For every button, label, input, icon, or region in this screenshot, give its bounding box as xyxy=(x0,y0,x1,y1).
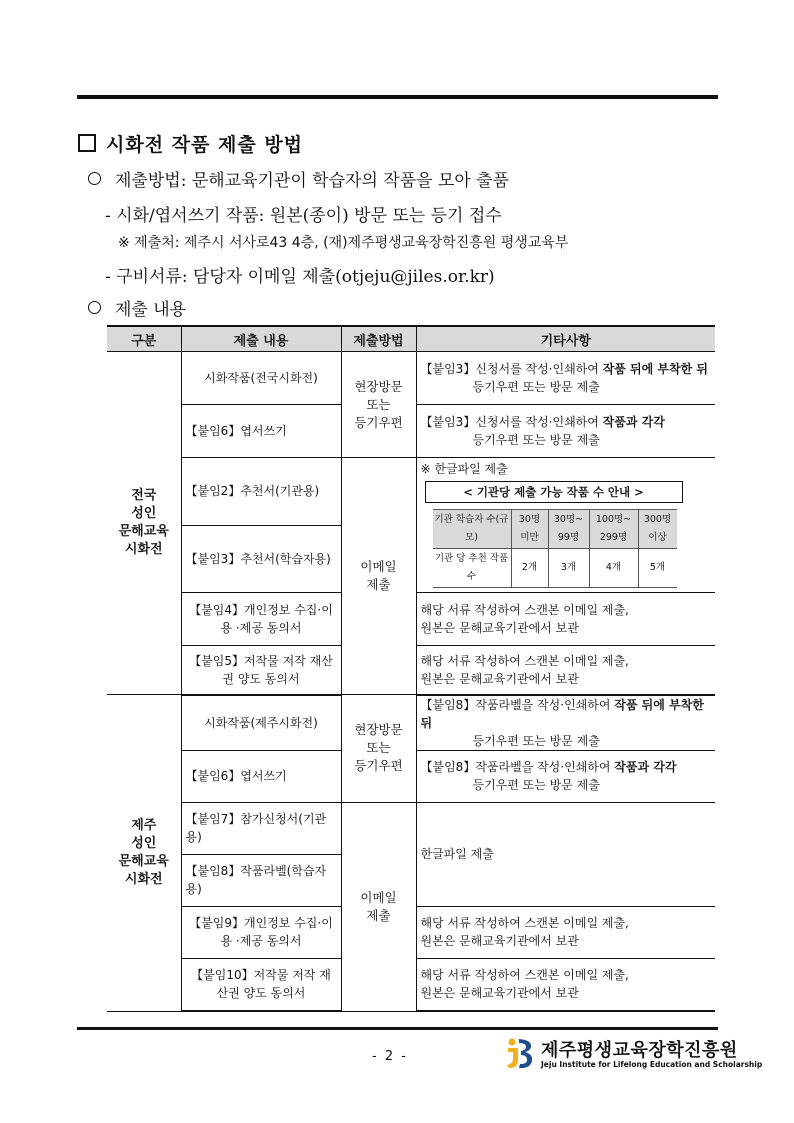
table-row xyxy=(107,802,715,854)
content-cell: 시화작품(전국시화전) xyxy=(181,352,341,405)
content-cell: 【붙임5】저작물 저작 재산권 양도 동의서 xyxy=(181,646,341,695)
note-cell: 【붙임3】신청서를 작성·인쇄하여 작품 뒤에 부착한 뒤 등기우편 또는 방문 제출 xyxy=(416,352,715,405)
hwp-note-cell: 한글파일 제출 xyxy=(416,802,715,906)
table-row xyxy=(107,458,715,526)
note-cell: 【붙임8】작품라벨을 작성·인쇄하여 작품과 각각 등기우편 또는 방문 제출 xyxy=(416,750,715,802)
table-header-row xyxy=(107,326,715,352)
note-cell: 해당 서류 작성하여 스캔본 이메일 제출, 원본은 문해교육기관에서 보관 xyxy=(416,906,715,958)
section-title: 시화전 작품 제출 방법 xyxy=(78,130,303,157)
address-line: ※ 제출처: 제주시 서사로43 4층, (재)제주평생교육장학진흥원 평생교육부 xyxy=(118,235,569,251)
table-row xyxy=(107,352,715,405)
content-cell: 【붙임6】엽서쓰기 xyxy=(181,750,341,802)
content-cell: 시화작품(제주시화전) xyxy=(181,695,341,751)
institute-logo-icon xyxy=(504,1036,536,1070)
note-cell: 해당 서류 작성하여 스캔본 이메일 제출, 원본은 문해교육기관에서 보관 xyxy=(416,646,715,695)
content-cell: 【붙임4】개인정보 수집·이용 ·제공 동의서 xyxy=(181,593,341,646)
content-cell: 【붙임10】저작물 저작 재산권 양도 동의서 xyxy=(181,958,341,1011)
note-cell: 해당 서류 작성하여 스캔본 이메일 제출, 원본은 문해교육기관에서 보관 xyxy=(416,593,715,646)
header-content: 제출 내용 xyxy=(181,326,341,352)
top-rule xyxy=(77,95,718,99)
content-cell: 【붙임7】참가신청서(기관용) xyxy=(181,802,341,854)
content-cell: 【붙임6】엽서쓰기 xyxy=(181,405,341,458)
method-visit-or-mail: 현장방문 또는 등기우편 xyxy=(341,695,416,803)
circle-bullet-icon xyxy=(88,172,101,185)
content-cell: 【붙임9】개인정보 수집·이용 ·제공 동의서 xyxy=(181,906,341,958)
content-cell: 【붙임3】추천서(학습자용) xyxy=(181,525,341,593)
page-number: - 2 - xyxy=(372,1049,408,1064)
content-heading: 제출 내용 xyxy=(88,295,186,320)
header-notes: 기타사항 xyxy=(416,326,715,352)
bottom-rule xyxy=(77,1027,718,1030)
method-email: 이메일 제출 xyxy=(341,802,416,1011)
org-name: 제주평생교육장학진흥원 xyxy=(541,1040,738,1061)
note-cell: 【붙임3】신청서를 작성·인쇄하여 작품과 각각 등기우편 또는 방문 제출 xyxy=(416,405,715,458)
category-national: 전국 성인 문해교육 시화전 xyxy=(107,352,181,695)
note-cell: 해당 서류 작성하여 스캔본 이메일 제출, 원본은 문해교육기관에서 보관 xyxy=(416,958,715,1011)
table-row xyxy=(107,695,715,751)
header-category: 구분 xyxy=(107,326,181,352)
documents-line: - 구비서류: 담당자 이메일 제출(otjeju@jiles.or.kr) xyxy=(105,267,495,287)
content-cell: 【붙임2】추천서(기관용) xyxy=(181,458,341,526)
checkbox-square-icon xyxy=(78,134,96,152)
content-cell: 【붙임8】작품라벨(학습자용) xyxy=(181,854,341,906)
org-subtitle: Jeju Institute for Lifelong Education and Scholarship xyxy=(541,1060,763,1069)
quota-table: 기관 학습자 수(규모) 30명 미만 30명~ 99명 100명~ 299명 300명 이상 기관 당 추천 작품 수 2개 3개 4개 5개 xyxy=(433,509,677,588)
header-method: 제출방법 xyxy=(341,326,416,352)
quota-cell xyxy=(416,458,715,593)
quota-title: < 기관당 제출 가능 작품 수 안내 > xyxy=(425,481,683,503)
category-jeju: 제주 성인 문해교육 시화전 xyxy=(107,695,181,1012)
method-visit-or-mail: 현장방문 또는 등기우편 xyxy=(341,352,416,458)
circle-bullet-icon xyxy=(88,301,101,314)
hwp-note: ※ 한글파일 제출 xyxy=(420,462,508,476)
method-email: 이메일 제출 xyxy=(341,458,416,695)
submission-method-line: 제출방법: 문해교육기관이 학습자의 작품을 모아 출품 xyxy=(88,166,509,191)
postcard-line: - 시화/엽서쓰기 작품: 원본(종이) 방문 또는 등기 접수 xyxy=(105,206,502,226)
submission-table xyxy=(107,325,715,1012)
note-cell: 【붙임8】작품라벨을 작성·인쇄하여 작품 뒤에 부착한 뒤 등기우편 또는 방문 제출 xyxy=(416,695,715,751)
